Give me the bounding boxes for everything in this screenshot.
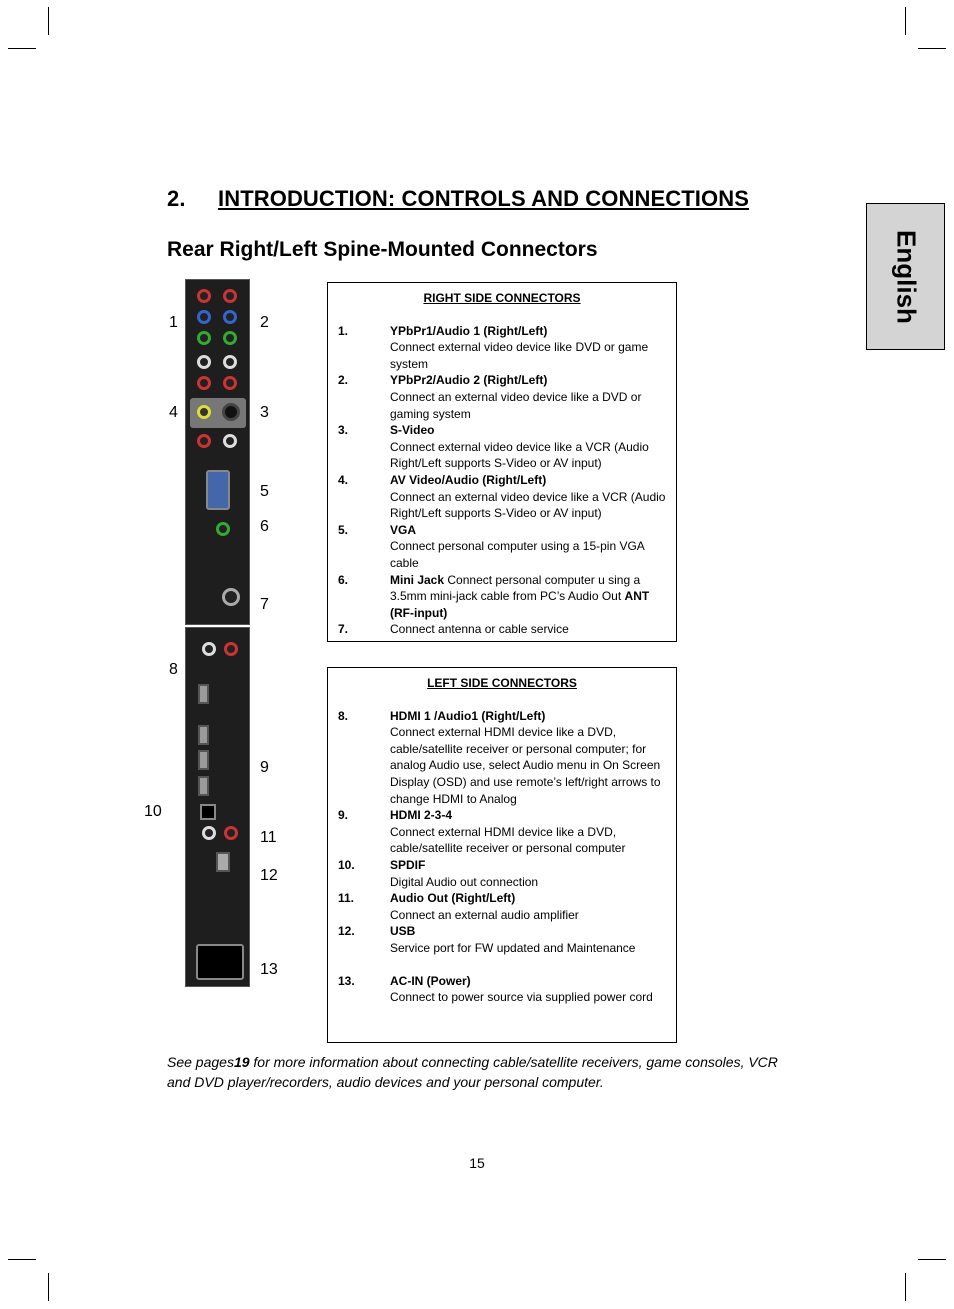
list-item: 6. Mini Jack Connect personal computer u sing a 3.5mm mini-jack cable from PC’s Audio Out ANT (RF-input) bbox=[338, 572, 650, 620]
box-title: RIGHT SIDE CONNECTORS bbox=[423, 291, 581, 305]
mini-jack bbox=[216, 522, 230, 536]
audio-jack bbox=[202, 642, 216, 656]
crop-mark bbox=[918, 1259, 946, 1260]
callout-label: 1 bbox=[169, 314, 178, 331]
list-item: 13. AC-IN (Power) Connect to power source via supplied power cord bbox=[338, 973, 653, 1005]
crop-mark bbox=[905, 1273, 906, 1301]
vga-port bbox=[206, 470, 230, 510]
ac-in-port bbox=[196, 944, 244, 980]
antenna-jack bbox=[222, 588, 240, 606]
audio-jack bbox=[197, 434, 211, 448]
crop-mark bbox=[48, 7, 49, 35]
crop-mark bbox=[8, 48, 36, 49]
callout-label: 11 bbox=[260, 829, 277, 846]
list-item: 5. VGA Connect personal computer using a 15-pin VGA cable bbox=[338, 522, 645, 570]
s-video-jack bbox=[222, 403, 240, 421]
list-item: 10. SPDIF Digital Audio out connection bbox=[338, 857, 539, 889]
hdmi-port bbox=[198, 684, 209, 704]
list-item: 9. HDMI 2-3-4 Connect external HDMI device like a DVD, cable/satellite receiver or personal computer bbox=[338, 808, 626, 856]
audio-jack bbox=[197, 376, 211, 390]
usb-port bbox=[216, 852, 230, 872]
footnote: See pages19 for more information about connecting cable/satellite receivers, game consoles, VCR and DVD player/recorders, audio devices and your personal computer. bbox=[167, 1054, 778, 1090]
component-jack bbox=[223, 289, 237, 303]
audio-out-jack bbox=[224, 826, 238, 840]
callout-label: 9 bbox=[260, 759, 269, 776]
video-jack bbox=[197, 405, 211, 419]
list-item: 12. USB Service port for FW updated and Maintenance bbox=[338, 924, 636, 955]
component-jack bbox=[197, 289, 211, 303]
callout-label: 6 bbox=[260, 518, 269, 535]
callout-label: 10 bbox=[144, 803, 162, 820]
right-connector-panel bbox=[185, 279, 250, 625]
callout-label: 2 bbox=[260, 314, 269, 331]
section-number: 2. bbox=[167, 186, 186, 211]
hdmi-port bbox=[198, 776, 209, 796]
callout-label: 7 bbox=[260, 596, 269, 613]
left-side-connectors-box bbox=[327, 667, 677, 1043]
box-title: LEFT SIDE CONNECTORS bbox=[427, 676, 577, 690]
callout-label: 3 bbox=[260, 404, 269, 421]
list-item: 2. YPbPr2/Audio 2 (Right/Left) Connect an external video device like a DVD or gaming system bbox=[338, 373, 642, 421]
audio-jack bbox=[223, 355, 237, 369]
hdmi-port bbox=[198, 725, 209, 745]
audio-jack bbox=[224, 642, 238, 656]
audio-out-jack bbox=[202, 826, 216, 840]
callout-label: 13 bbox=[260, 961, 278, 978]
language-tab-label: English bbox=[891, 229, 921, 324]
crop-mark bbox=[48, 1273, 49, 1301]
callout-label: 8 bbox=[169, 661, 178, 678]
audio-jack bbox=[223, 376, 237, 390]
component-jack bbox=[197, 331, 211, 345]
spdif-port bbox=[200, 804, 216, 820]
subheading: Rear Right/Left Spine-Mounted Connectors bbox=[167, 238, 598, 261]
callout-label: 5 bbox=[260, 483, 269, 500]
section-title: INTRODUCTION: CONTROLS AND CONNECTIONS bbox=[218, 186, 749, 211]
section-heading bbox=[167, 186, 749, 212]
audio-jack bbox=[223, 434, 237, 448]
list-item: 11. Audio Out (Right/Left) Connect an external audio amplifier bbox=[338, 891, 579, 922]
list-item: 1. YPbPr1/Audio 1 (Right/Left) Connect external video device like DVD or game system bbox=[338, 323, 649, 371]
list-item: 7. Connect antenna or cable service bbox=[338, 622, 569, 637]
language-tab bbox=[866, 203, 945, 350]
crop-mark bbox=[905, 7, 906, 35]
callout-label: 12 bbox=[260, 867, 278, 884]
list-item: 3. S-Video Connect external video device like a VCR (Audio Right/Left supports S-Video or AV input) bbox=[338, 423, 649, 471]
hdmi-port bbox=[198, 750, 209, 770]
crop-mark bbox=[8, 1259, 36, 1260]
page-number: 15 bbox=[469, 1155, 485, 1171]
list-item: 8. HDMI 1 /Audio1 (Right/Left) Connect external HDMI device like a DVD, cable/satellite receiver or personal computer; for analog Audio use, select Audio menu in On Screen Display (OSD) and use remote’s left/right arrows to change HDMI to Analog bbox=[338, 708, 661, 806]
list-item: 4. AV Video/Audio (Right/Left) Connect an external video device like a VCR (Audio Right/Left supports S-Video or AV input) bbox=[338, 472, 666, 521]
crop-mark bbox=[918, 48, 946, 49]
component-jack bbox=[223, 310, 237, 324]
right-side-connectors-box bbox=[327, 282, 677, 642]
component-jack bbox=[223, 331, 237, 345]
component-jack bbox=[197, 310, 211, 324]
callout-label: 4 bbox=[169, 404, 178, 421]
page-reference: 19 bbox=[233, 1054, 250, 1070]
left-connector-panel bbox=[185, 627, 250, 987]
audio-jack bbox=[197, 355, 211, 369]
